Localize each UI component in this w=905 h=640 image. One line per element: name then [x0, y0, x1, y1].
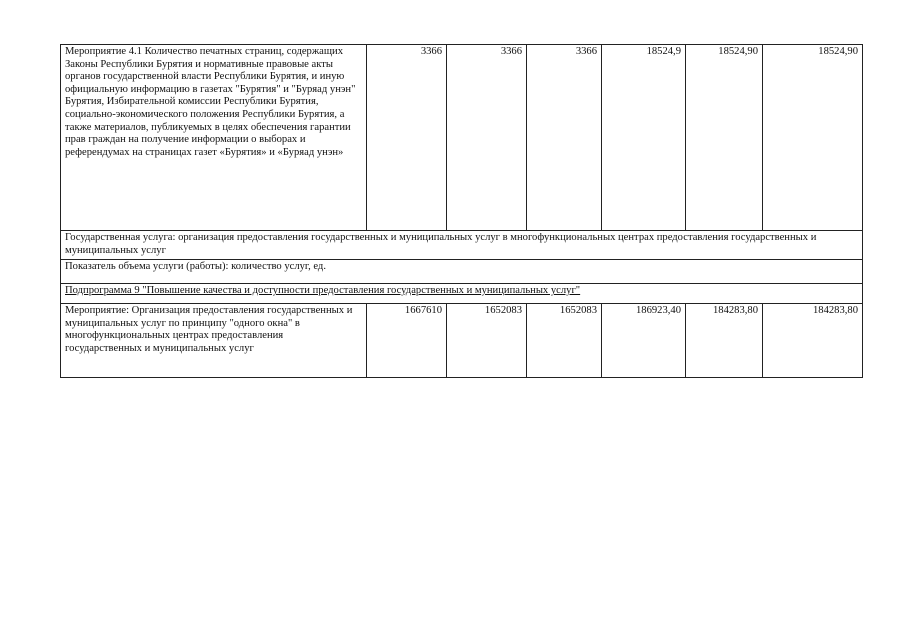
value-cell: 186923,40	[602, 304, 686, 378]
table-row-subprogram	[61, 284, 863, 304]
value-cell: 3366	[447, 45, 527, 231]
activity-name-cell: Мероприятие 4.1 Количество печатных страниц, содержащих Законы Республики Бурятия и нормативные правовые акты органов государственной власти Республики Бурятия, и иную официальную информацию в газетах "Бурятия" и "Буряад унэн" Бурятия, Избирательной комиссии Республики Бурятия, социально-экономического положения Республики Бурятия, а также материалов, публикуемых в целях обеспечения гарантии прав граждан на получение информации о выборах и референдумах на страницах газет «Бурятия» и «Буряад унэн»	[61, 45, 367, 231]
table-row-service	[61, 231, 863, 260]
budget-table	[60, 44, 863, 378]
table-row-activity-4-1	[61, 45, 863, 231]
indicator-cell: Показатель объема услуги (работы): количество услуг, ед.	[61, 260, 863, 284]
value-cell: 1652083	[447, 304, 527, 378]
value-cell: 184283,80	[763, 304, 863, 378]
table-row-indicator	[61, 260, 863, 284]
value-cell: 1652083	[527, 304, 602, 378]
value-cell: 18524,9	[602, 45, 686, 231]
value-cell: 3366	[527, 45, 602, 231]
table-row-activity-mfc	[61, 304, 863, 378]
value-cell: 184283,80	[686, 304, 763, 378]
value-cell: 18524,90	[763, 45, 863, 231]
value-cell: 1667610	[367, 304, 447, 378]
service-cell: Государственная услуга: организация предоставления государственных и муниципальных услуг в многофункциональных центрах предоставления государственных и муниципальных услуг	[61, 231, 863, 260]
activity-name-cell: Мероприятие: Организация предоставления государственных и муниципальных услуг по принципу "одного окна" в многофункциональных центрах предоставления государственных и муниципальных услуг	[61, 304, 367, 378]
value-cell: 18524,90	[686, 45, 763, 231]
value-cell: 3366	[367, 45, 447, 231]
subprogram-cell: Подпрограмма 9 "Повышение качества и доступности предоставления государственных и муниципальных услуг"	[61, 284, 863, 304]
